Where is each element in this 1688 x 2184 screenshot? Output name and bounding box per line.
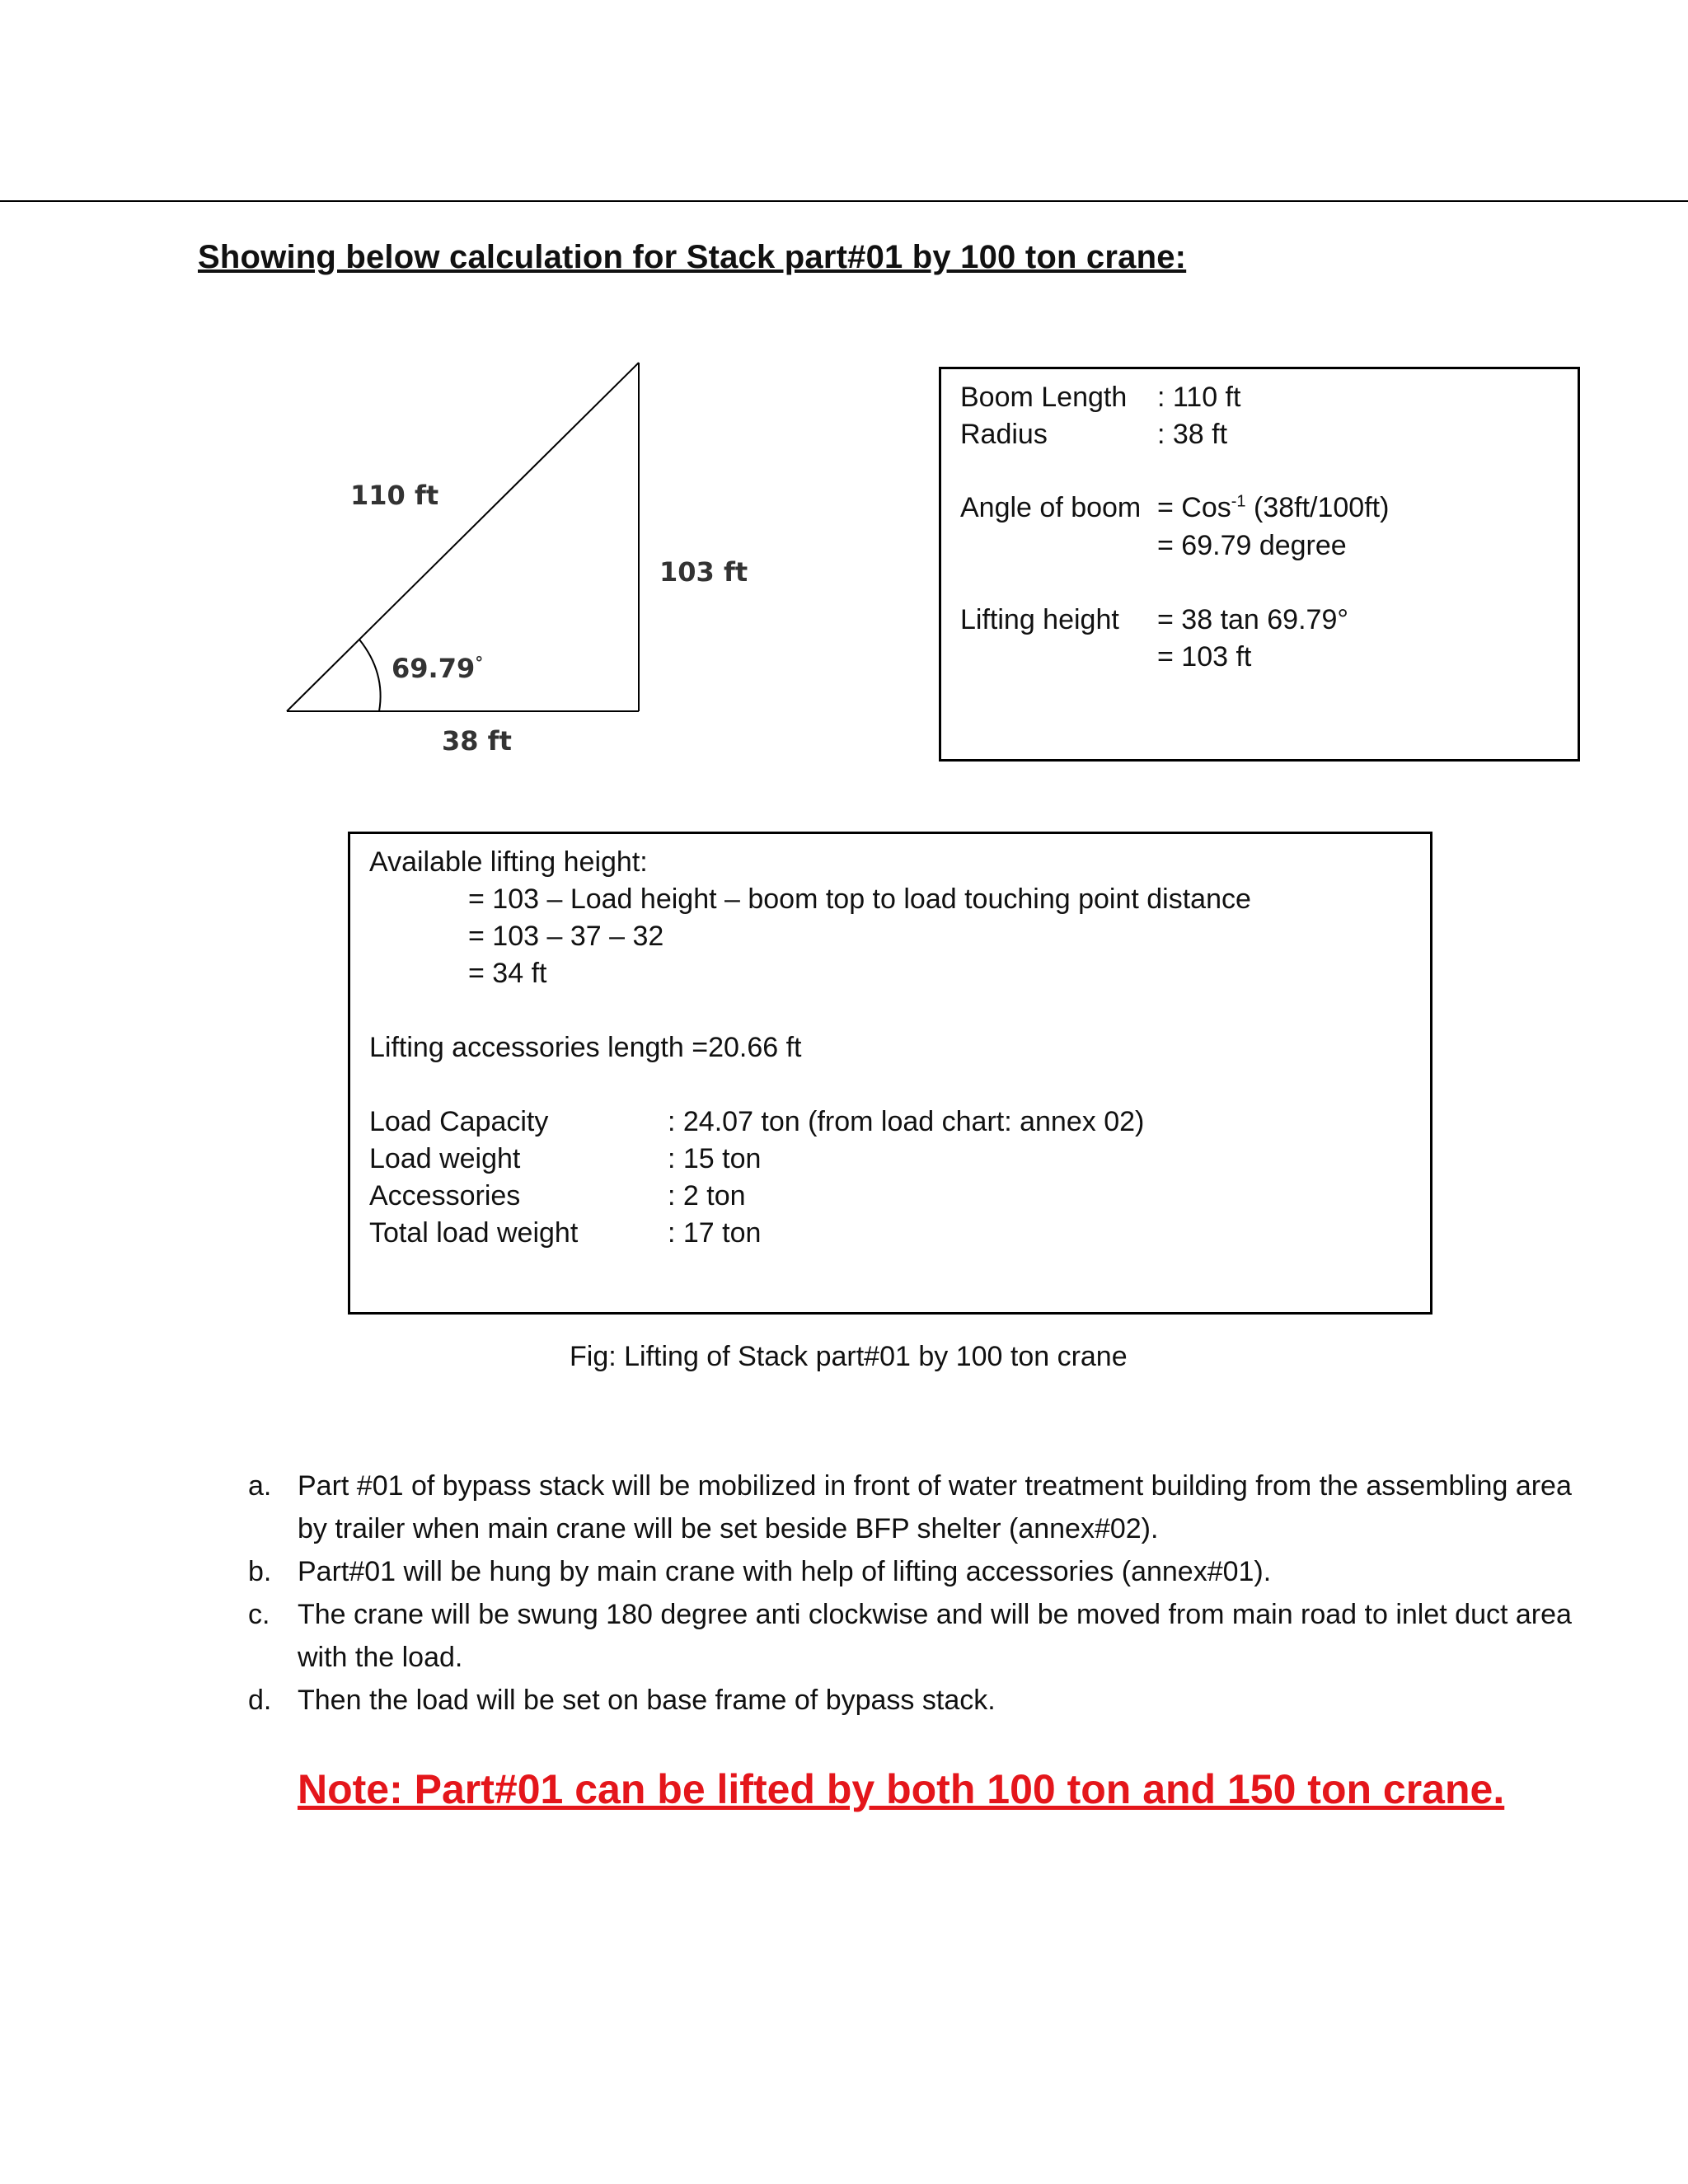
radius-value: : 38 ft [1157,419,1228,450]
angle-label: 69.79° [392,653,484,684]
crane-note: Note: Part#01 can be lifted by both 100 ton and 150 ton crane. [298,1766,1505,1812]
load-capacity-value: : 24.07 ton (from load chart: annex 02) [668,1106,1145,1137]
top-rule [0,200,1688,202]
boom-length-label: Boom Length [960,382,1128,413]
available-height-line-2: = 103 – 37 – 32 [468,921,664,952]
angle-arc [359,640,381,711]
angle-of-boom-result: = 69.79 degree [1157,530,1347,561]
accessories-length: Lifting accessories length =20.66 ft [369,1032,802,1063]
boom-length-value: : 110 ft [1157,382,1241,413]
total-load-weight-label: Total load weight [369,1217,579,1249]
step-a-letter: a. [248,1470,272,1502]
load-weight-value: : 15 ton [668,1143,762,1174]
step-a-text: Part #01 of bypass stack will be mobilized in front of water treatment building from the assembling area by trailer when main crane will be set beside BFP shelter (annex#02). [298,1470,1572,1544]
load-weight-label: Load weight [369,1143,521,1174]
lifting-height-formula: = 38 tan 69.79° [1157,604,1348,635]
figure-caption: Fig: Lifting of Stack part#01 by 100 ton crane [570,1341,1128,1372]
page-heading: Showing below calculation for Stack part#01 by 100 ton crane: [198,239,1187,275]
available-height-line-3: = 34 ft [468,958,547,989]
lifting-height-label: Lifting height [960,604,1119,635]
available-height-title: Available lifting height: [369,846,648,878]
total-load-weight-value: : 17 ton [668,1217,762,1249]
available-height-line-1: = 103 – Load height – boom top to load touching point distance [468,883,1251,915]
step-c-text: The crane will be swung 180 degree anti clockwise and will be moved from main road to inlet duct area with the load. [298,1599,1572,1673]
load-capacity-label: Load Capacity [369,1106,549,1137]
angle-of-boom-formula: = Cos$^{-1}$ (38ft/100ft) [1157,492,1390,523]
step-b-letter: b. [248,1556,272,1587]
step-b-text: Part#01 will be hung by main crane with help of lifting accessories (annex#01). [298,1556,1272,1587]
step-d-letter: d. [248,1685,272,1716]
radius-label: Radius [960,419,1048,450]
base-label: 38 ft [442,725,512,757]
hypotenuse-label: 110 ft [350,480,439,511]
accessories-weight-label: Accessories [369,1180,521,1212]
height-label: 103 ft [659,556,748,588]
step-d-text: Then the load will be set on base frame of bypass stack. [298,1685,996,1716]
angle-of-boom-label: Angle of boom [960,492,1142,523]
lifting-height-result: = 103 ft [1157,641,1252,673]
accessories-weight-value: : 2 ton [668,1180,746,1212]
step-c-letter: c. [248,1599,270,1630]
